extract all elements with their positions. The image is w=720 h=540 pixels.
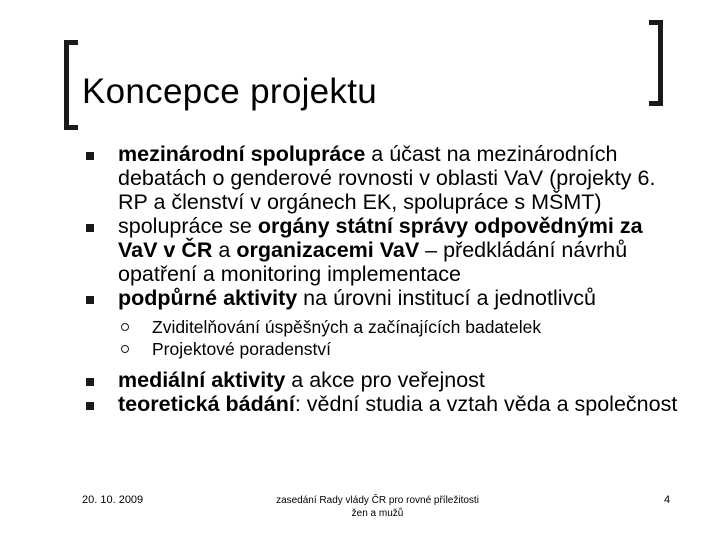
sub-bullet-text: Zviditelňování úspěšných a začínajících badatelek — [152, 317, 542, 337]
bullet-item — [80, 368, 680, 392]
bullet-bold-text: podpůrné aktivity — [118, 286, 298, 310]
page-number: 4 — [664, 494, 671, 506]
bullet-item — [80, 142, 680, 214]
square-bullet-icon — [86, 152, 94, 160]
bullet-bold-text: mediální aktivity — [118, 368, 286, 392]
bullet-text: – předkládání návrhů opatření a monitoring implementace — [118, 238, 628, 286]
square-bullet-icon — [86, 296, 94, 304]
bullet-text: na úrovni institucí a jednotlivců — [297, 286, 596, 310]
bullet-text: a účast na mezinárodních debatách o genderové rovnosti v oblasti VaV (projekty 6. RP a členství v orgánech EK, spolupráce s MŠMT) — [118, 142, 656, 214]
bullet-text: : vědní studia a vztah věda a společnost — [294, 392, 678, 416]
sub-bullet-text: Projektové poradenství — [152, 339, 331, 359]
bullet-item — [80, 286, 680, 310]
bullet-bold-text: teoretická bádání — [118, 392, 295, 416]
bullet-bold-text: mezinárodní spolupráce — [118, 142, 366, 166]
title-bracket-left — [64, 40, 78, 130]
bullet-bold-text: organizacemi VaV — [236, 238, 420, 262]
bullet-item — [80, 214, 680, 286]
slide-title: Koncepce projektu — [82, 72, 378, 111]
bullet-text: a — [212, 238, 237, 262]
bullet-text: spolupráce se — [118, 214, 258, 238]
footer-date: 20. 10. 2009 — [82, 494, 144, 506]
bullet-bold-text: orgány státní správy odpovědnými za VaV v ČR — [118, 214, 643, 262]
square-bullet-icon — [86, 224, 94, 232]
square-bullet-icon — [86, 378, 94, 386]
circle-bullet-icon — [121, 345, 129, 353]
bullet-item — [80, 392, 680, 416]
circle-bullet-icon — [121, 323, 129, 331]
bullet-text: a akce pro veřejnost — [285, 368, 485, 392]
title-bracket-right — [649, 20, 663, 106]
sub-bullet-item — [80, 338, 680, 360]
slide-content — [80, 142, 680, 416]
square-bullet-icon — [86, 402, 94, 410]
sub-bullet-item — [80, 316, 680, 338]
footer-center-text: zasedání Rady vlády ČR pro rovné příležitosti žen a mužů — [276, 495, 479, 519]
